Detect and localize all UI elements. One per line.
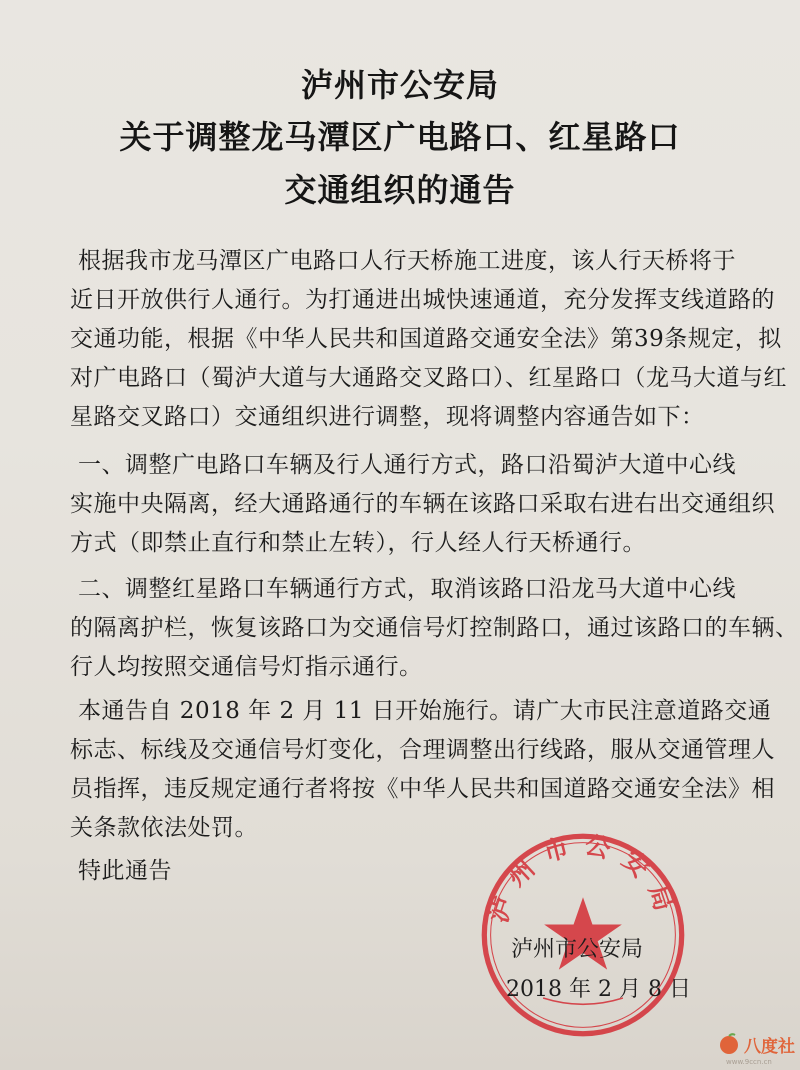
item-1-line-3: 方式（即禁止直行和禁止左转），行人经人行天桥通行。 bbox=[70, 530, 646, 556]
body-line-1: 根据我市龙马潭区广电路口人行天桥施工进度，该人行天桥将于 bbox=[78, 248, 736, 274]
item-1-line-1: 一、调整广电路口车辆及行人通行方式，路口沿蜀泸大道中心线 bbox=[78, 452, 736, 478]
effective-line-4: 关条款依法处罚。 bbox=[70, 815, 258, 841]
body-line-4: 对广电路口（蜀泸大道与大通路交叉路口）、红星路口（龙马大道与红 bbox=[70, 365, 787, 391]
body-line-2: 近日开放供行人通行。为打通进出城快速通道，充分发挥支线道路的 bbox=[70, 287, 775, 313]
body-line-3: 交通功能，根据《中华人民共和国道路交通安全法》第39条规定，拟 bbox=[70, 326, 782, 352]
svg-text:泸州市公安局: 泸州市公安局 bbox=[483, 830, 683, 927]
closing-remark: 特此通告 bbox=[78, 858, 172, 884]
watermark-logo bbox=[718, 1030, 795, 1058]
item-2-line-3: 行人均按照交通信号灯指示通行。 bbox=[70, 654, 423, 680]
watermark-brand: 八度社 bbox=[744, 1036, 795, 1057]
title-subject: 关于调整龙马潭区广电路口、红星路口 bbox=[119, 118, 681, 156]
signature-issuer: 泸州市公安局 bbox=[511, 937, 644, 962]
item-2-line-2: 的隔离护栏，恢复该路口为交通信号灯控制路口，通过该路口的车辆、 bbox=[70, 615, 799, 641]
brand-icon bbox=[718, 1033, 740, 1055]
signature-date: 2018 年 2 月 8 日 bbox=[506, 977, 691, 1002]
effective-line-1: 本通告自 2018 年 2 月 11 日开始施行。请广大市民注意道路交通 bbox=[78, 698, 772, 724]
item-2-line-1: 二、调整红星路口车辆通行方式，取消该路口沿龙马大道中心线 bbox=[78, 576, 736, 602]
watermark-url: www.9ccn.cn bbox=[726, 1058, 772, 1066]
effective-line-3: 员指挥，违反规定通行者将按《中华人民共和国道路交通安全法》相 bbox=[70, 776, 775, 802]
body-line-5: 星路交叉路口）交通组织进行调整，现将调整内容通告如下： bbox=[70, 404, 705, 430]
effective-line-2: 标志、标线及交通信号灯变化，合理调整出行线路，服从交通管理人 bbox=[70, 737, 775, 763]
item-1-line-2: 实施中央隔离，经大通路通行的车辆在该路口采取右进右出交通组织 bbox=[70, 491, 775, 517]
title-notice: 交通组织的通告 bbox=[284, 171, 516, 209]
title-issuer: 泸州市公安局 bbox=[300, 66, 499, 104]
